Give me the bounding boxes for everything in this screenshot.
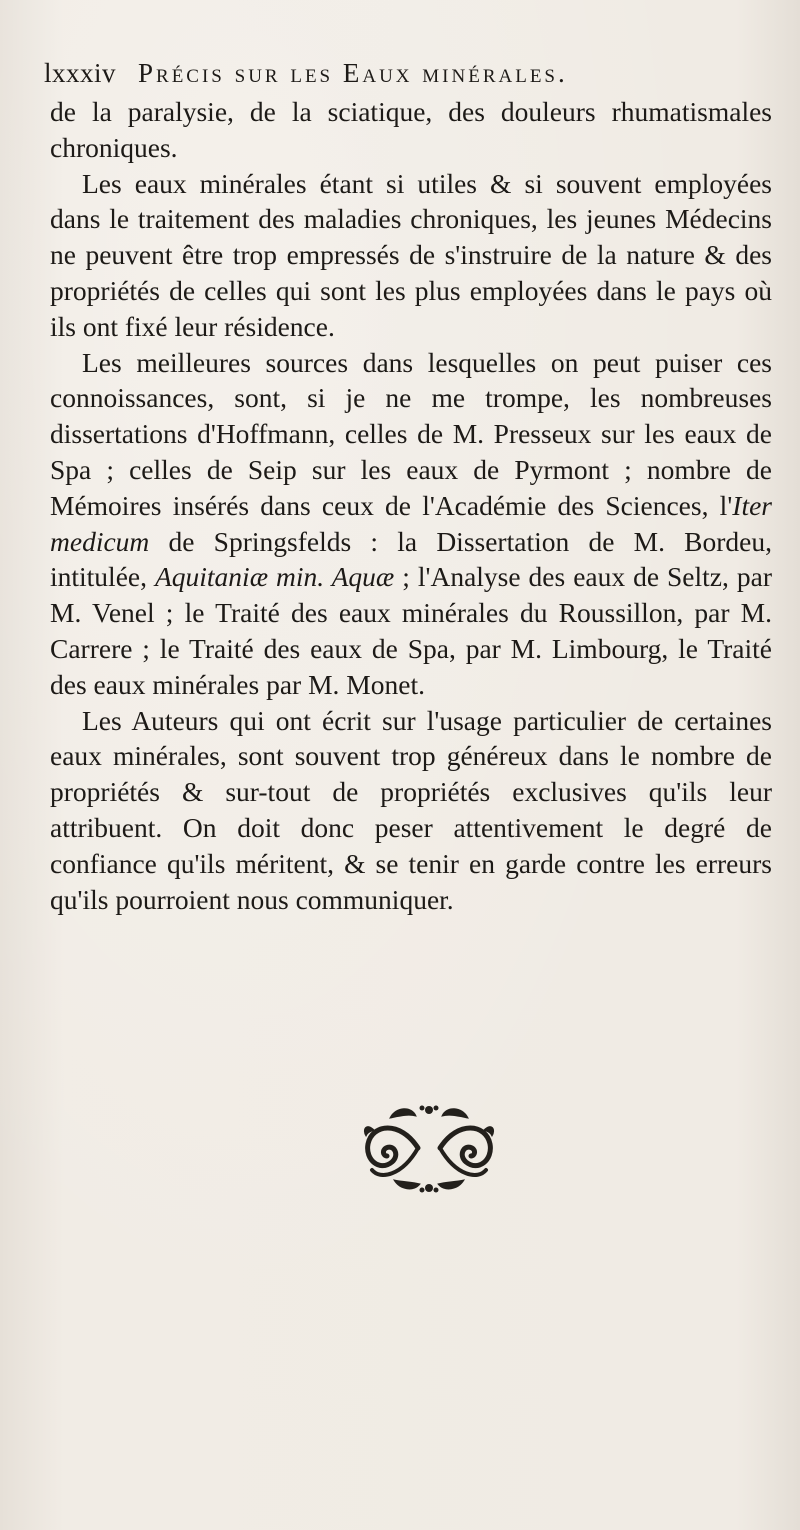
body-text	[50, 94, 772, 917]
italic-text: Aquitaniæ min. Aquæ	[154, 561, 395, 593]
running-title: Précis sur les Eaux minérales.	[138, 58, 568, 88]
paragraph	[50, 345, 772, 703]
text-segment: Les eaux minérales étant si utiles & si souvent employées dans le traitement des maladies chroniques, les jeunes Médecins ne peuvent être trop empressés de s'instruire de la nature & des propriétés de celles qui sont les plus employées dans le pays où ils ont fixé leur résidence.	[50, 167, 772, 342]
page-number: lxxxiv	[44, 58, 117, 88]
text-segment: Les Auteurs qui ont écrit sur l'usage particulier de certaines eaux minérales, sont souvent trop généreux dans le nombre de propriétés & sur-tout de propriétés exclusives qu'ils leur attribuent. On doit donc peser attentivement le degré de confiance qu'ils méritent, & se tenir en garde contre les erreurs qu'ils pourroient nous communiquer.	[50, 704, 772, 915]
paragraph	[50, 703, 772, 918]
paragraph	[50, 94, 772, 166]
text-segment: Les meilleures sources dans lesquelles on peut puiser ces connoissances, sont, si je ne me trompe, les nombreuses dissertations d'Hoffmann, celles de M. Presseux sur les eaux de Spa ; celles de Seip sur les eaux de Pyrmont ; nombre de Mémoires insérés dans ceux de l'Académie des Sciences, l'	[50, 346, 772, 521]
paragraph	[50, 166, 772, 345]
text-segment: de la paralysie, de la sciatique, des douleurs rhumatismales chroniques.	[50, 96, 772, 163]
floral-ornament-icon	[360, 1100, 498, 1196]
italic-text: Iter medicum	[50, 489, 772, 557]
page-header	[44, 58, 764, 94]
text-segment: ; l'Analyse des eaux de Seltz, par M. Venel ; le Traité des eaux minérales du Roussillon, par M. Carrere ; le Traité des eaux de Spa, par M. Limbourg, le Traité des eaux minérales par M. Monet.	[50, 561, 772, 700]
text-segment: de Springsfelds : la Dissertation de M. Bordeu, intitulée,	[50, 525, 772, 593]
